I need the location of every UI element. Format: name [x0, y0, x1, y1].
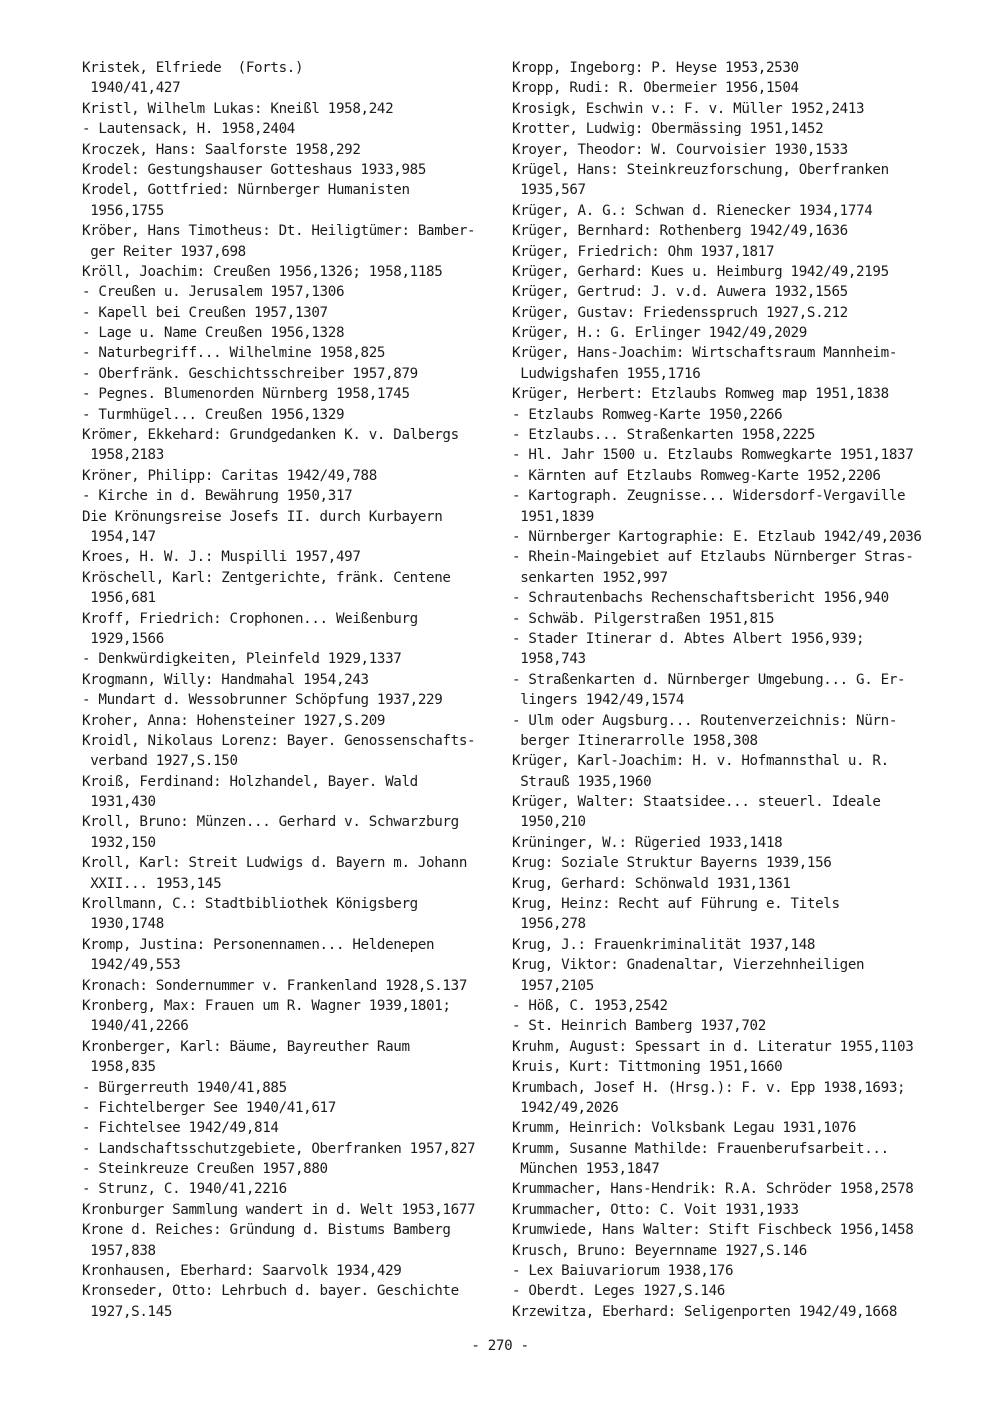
index-entry-line: - Turmhügel... Creußen 1956,1329 [82, 406, 345, 423]
index-entry-line: verband 1927,S.150 [82, 753, 238, 770]
index-entry-line: Krüninger, W.: Rügeried 1933,1418 [512, 834, 783, 851]
index-entry-line: Kroyer, Theodor: W. Courvoisier 1930,1533 [512, 141, 848, 158]
index-entry-line: Krüger, Walter: Staatsidee... steuerl. Ideale [512, 794, 881, 811]
index-entry-line: 1930,1748 [82, 916, 164, 933]
index-entry-line: 1958,835 [82, 1059, 156, 1076]
index-entry-line: - Kirche in d. Bewährung 1950,317 [82, 488, 353, 505]
index-entry-line: Krüger, Gertrud: J. v.d. Auwera 1932,1565 [512, 284, 848, 301]
index-entry-line: - Fichtelberger See 1940/41,617 [82, 1099, 336, 1116]
index-entry-line: Kroidl, Nikolaus Lorenz: Bayer. Genossenschafts- [82, 732, 476, 749]
index-entry-line: Kroczek, Hans: Saalforste 1958,292 [82, 141, 361, 158]
index-entry-line: 1958,2183 [82, 447, 164, 464]
index-entry-line: Krodel, Gottfried: Nürnberger Humanisten [82, 182, 410, 199]
index-entry-line: - Schrautenbachs Rechenschaftsbericht 1956,940 [512, 590, 889, 607]
index-entry-line: Ludwigshafen 1955,1716 [512, 365, 701, 382]
index-entry-line: Krotter, Ludwig: Obermässing 1951,1452 [512, 121, 824, 138]
index-entry-line: 1942/49,2026 [512, 1099, 619, 1116]
index-entry-line: Kruis, Kurt: Tittmoning 1951,1660 [512, 1059, 783, 1076]
index-entry-line: - Oberdt. Leges 1927,S.146 [512, 1283, 725, 1300]
index-entry-line: Kroher, Anna: Hohensteiner 1927,S.209 [82, 712, 386, 729]
index-entry-line: - Schwäb. Pilgerstraßen 1951,815 [512, 610, 775, 627]
index-entry-line: Krummacher, Otto: C. Voit 1931,1933 [512, 1201, 799, 1218]
index-entry-line: - Creußen u. Jerusalem 1957,1306 [82, 284, 345, 301]
index-entry-line: Krollmann, C.: Stadtbibliothek Königsberg [82, 896, 418, 913]
index-entry-line: - Kartograph. Zeugnisse... Widersdorf-Vergaville [512, 488, 906, 505]
index-entry-line: - Strunz, C. 1940/41,2216 [82, 1181, 287, 1198]
index-entry-line: Kronseder, Otto: Lehrbuch d. bayer. Geschichte [82, 1283, 459, 1300]
index-entry-line: Krug: Soziale Struktur Bayerns 1939,156 [512, 855, 832, 872]
index-entry-line: Krogmann, Willy: Handmahal 1954,243 [82, 671, 369, 688]
index-entry-line: - Kapell bei Creußen 1957,1307 [82, 304, 328, 321]
index-entry-line: Kruhm, August: Spessart in d. Literatur 1955,1103 [512, 1038, 914, 1055]
index-entry-line: Kroes, H. W. J.: Muspilli 1957,497 [82, 549, 361, 566]
index-entry-line: Krüger, Friedrich: Ohm 1937,1817 [512, 243, 775, 260]
index-entry-line: - Hl. Jahr 1500 u. Etzlaubs Romwegkarte 1951,1837 [512, 447, 914, 464]
index-entry-line: - Ulm oder Augsburg... Routenverzeichnis: Nürn- [512, 712, 898, 729]
index-entry-line: - Steinkreuze Creußen 1957,880 [82, 1161, 328, 1178]
index-entry-line: Kroiß, Ferdinand: Holzhandel, Bayer. Wald [82, 773, 418, 790]
index-entry-line: Krone d. Reiches: Gründung d. Bistums Bamberg [82, 1222, 451, 1239]
index-entry-line: Strauß 1935,1960 [512, 773, 652, 790]
index-entry-line: München 1953,1847 [512, 1161, 660, 1178]
index-entry-line: 1929,1566 [82, 630, 164, 647]
index-entry-line: Kronach: Sondernummer v. Frankenland 1928,S.137 [82, 977, 468, 994]
index-entry-line: 1957,838 [82, 1242, 156, 1259]
index-entry-line: 1931,430 [82, 794, 156, 811]
index-entry-line: - Landschaftsschutzgebiete, Oberfranken 1957,827 [82, 1140, 476, 1157]
index-entry-line: - Nürnberger Kartographie: E. Etzlaub 1942/49,2036 [512, 528, 922, 545]
index-entry-line: Krüger, A. G.: Schwan d. Rienecker 1934,1774 [512, 202, 873, 219]
index-entry-line: Krüger, Bernhard: Rothenberg 1942/49,1636 [512, 223, 848, 240]
index-entry-line: Krumwiede, Hans Walter: Stift Fischbeck 1956,1458 [512, 1222, 914, 1239]
index-entry-line: 1940/41,2266 [82, 1018, 189, 1035]
index-entry-line: Krüger, Karl-Joachim: H. v. Hofmannsthal u. R. [512, 753, 889, 770]
index-entry-line: - Lage u. Name Creußen 1956,1328 [82, 325, 345, 342]
index-entry-line: - St. Heinrich Bamberg 1937,702 [512, 1018, 766, 1035]
index-entry-line: Krosigk, Eschwin v.: F. v. Müller 1952,2413 [512, 100, 865, 117]
index-entry-line: Krodel: Gestungshauser Gotteshaus 1933,985 [82, 161, 427, 178]
index-entry-line: Kromp, Justina: Personennamen... Heldenepen [82, 936, 435, 953]
index-entry-line: Kroff, Friedrich: Crophonen... Weißenburg [82, 610, 418, 627]
index-column-right [512, 58, 932, 1322]
index-entry-line: Krummacher, Hans-Hendrik: R.A. Schröder 1958,2578 [512, 1181, 914, 1198]
index-entry-line: - Stader Itinerar d. Abtes Albert 1956,939; [512, 630, 865, 647]
index-entry-line: Krüger, Herbert: Etzlaubs Romweg map 1951,1838 [512, 386, 889, 403]
index-entry-line: Kronhausen, Eberhard: Saarvolk 1934,429 [82, 1263, 402, 1280]
index-entry-line: - Höß, C. 1953,2542 [512, 997, 668, 1014]
index-entry-line: Kristek, Elfriede (Forts.) [82, 60, 304, 76]
index-entry-line: 1927,S.145 [82, 1303, 173, 1320]
index-entry-line: - Straßenkarten d. Nürnberger Umgebung... G. Er- [512, 671, 906, 688]
index-entry-line: - Etzlaubs... Straßenkarten 1958,2225 [512, 427, 816, 444]
index-entry-line: Krug, Gerhard: Schönwald 1931,1361 [512, 875, 791, 892]
index-entry-line: Kropp, Ingeborg: P. Heyse 1953,2530 [512, 60, 799, 76]
index-entry-line: - Naturbegriff... Wilhelmine 1958,825 [82, 345, 386, 362]
index-entry-line: XXII... 1953,145 [82, 875, 222, 892]
index-entry-line: Die Krönungsreise Josefs II. durch Kurbayern [82, 508, 443, 525]
index-entry-line: Krumbach, Josef H. (Hrsg.): F. v. Epp 1938,1693; [512, 1079, 906, 1096]
index-column-left [82, 58, 482, 1322]
index-entry-line: 1958,743 [512, 651, 586, 668]
index-entry-line: Kroll, Bruno: Münzen... Gerhard v. Schwarzburg [82, 814, 459, 831]
index-entry-line: 1956,1755 [82, 202, 164, 219]
index-entry-line: Kröll, Joachim: Creußen 1956,1326; 1958,1185 [82, 263, 443, 280]
index-entry-line: Kristl, Wilhelm Lukas: Kneißl 1958,242 [82, 100, 394, 117]
index-entry-line: Krusch, Bruno: Beyernname 1927,S.146 [512, 1242, 807, 1259]
index-entry-line: 1942/49,553 [82, 957, 181, 974]
index-entry-line: Kronberg, Max: Frauen um R. Wagner 1939,1801; [82, 997, 451, 1014]
index-entry-line: - Pegnes. Blumenorden Nürnberg 1958,1745 [82, 386, 410, 403]
index-entry-line: Kröschell, Karl: Zentgerichte, fränk. Centene [82, 569, 451, 586]
index-entry-line: Kronburger Sammlung wandert in d. Welt 1953,1677 [82, 1201, 476, 1218]
index-entry-line: lingers 1942/49,1574 [512, 692, 685, 709]
index-entry-line: - Etzlaubs Romweg-Karte 1950,2266 [512, 406, 783, 423]
index-entry-line: Kronberger, Karl: Bäume, Bayreuther Raum [82, 1038, 410, 1055]
index-entry-line: 1932,150 [82, 834, 156, 851]
index-entry-line: Kropp, Rudi: R. Obermeier 1956,1504 [512, 80, 799, 97]
index-entry-line: - Lautensack, H. 1958,2404 [82, 121, 295, 138]
index-entry-line: Krug, J.: Frauenkriminalität 1937,148 [512, 936, 816, 953]
index-entry-line: Krumm, Heinrich: Volksbank Legau 1931,1076 [512, 1120, 857, 1137]
index-entry-line: 1940/41,427 [82, 80, 181, 97]
index-entry-line: Krüger, H.: G. Erlinger 1942/49,2029 [512, 325, 807, 342]
index-entry-line: Krüger, Gerhard: Kues u. Heimburg 1942/49,2195 [512, 263, 889, 280]
index-entry-line: - Kärnten auf Etzlaubs Romweg-Karte 1952,2206 [512, 467, 881, 484]
index-entry-line: - Bürgerreuth 1940/41,885 [82, 1079, 287, 1096]
index-entry-line: Kröber, Hans Timotheus: Dt. Heiligtümer: Bamber- [82, 223, 476, 240]
index-entry-line: 1954,147 [82, 528, 156, 545]
index-entry-line: berger Itinerarrolle 1958,308 [512, 732, 758, 749]
index-entry-line: - Mundart d. Wessobrunner Schöpfung 1937,229 [82, 692, 443, 709]
index-entry-line: Krömer, Ekkehard: Grundgedanken K. v. Dalbergs [82, 427, 459, 444]
index-entry-line: 1951,1839 [512, 508, 594, 525]
page-number: - 270 - [471, 1338, 529, 1354]
index-entry-line: 1957,2105 [512, 977, 594, 994]
index-entry-line: Krüger, Hans-Joachim: Wirtschaftsraum Mannheim- [512, 345, 898, 362]
index-entry-line: 1935,567 [512, 182, 586, 199]
index-entry-line: Kröner, Philipp: Caritas 1942/49,788 [82, 467, 377, 484]
index-entry-line: Kroll, Karl: Streit Ludwigs d. Bayern m. Johann [82, 855, 468, 872]
index-entry-line: Krüger, Gustav: Friedensspruch 1927,S.212 [512, 304, 848, 321]
index-entry-line: Krug, Viktor: Gnadenaltar, Vierzehnheiligen [512, 957, 865, 974]
index-entry-line: Krumm, Susanne Mathilde: Frauenberufsarbeit... [512, 1140, 889, 1157]
index-entry-line: 1956,278 [512, 916, 586, 933]
index-entry-line: - Fichtelsee 1942/49,814 [82, 1120, 279, 1137]
index-entry-line: Krügel, Hans: Steinkreuzforschung, Oberfranken [512, 161, 889, 178]
index-entry-line: senkarten 1952,997 [512, 569, 668, 586]
index-entry-line: Krzewitza, Eberhard: Seligenporten 1942/49,1668 [512, 1303, 898, 1320]
index-entry-line: Krug, Heinz: Recht auf Führung e. Titels [512, 896, 840, 913]
index-entry-line: - Lex Baiuvariorum 1938,176 [512, 1263, 734, 1280]
index-entry-line: 1950,210 [512, 814, 586, 831]
index-entry-line: - Denkwürdigkeiten, Pleinfeld 1929,1337 [82, 651, 402, 668]
index-entry-line: ger Reiter 1937,698 [82, 243, 246, 260]
index-entry-line: 1956,681 [82, 590, 156, 607]
index-entry-line: - Oberfränk. Geschichtsschreiber 1957,879 [82, 365, 418, 382]
index-entry-line: - Rhein-Maingebiet auf Etzlaubs Nürnberger Stras- [512, 549, 914, 566]
